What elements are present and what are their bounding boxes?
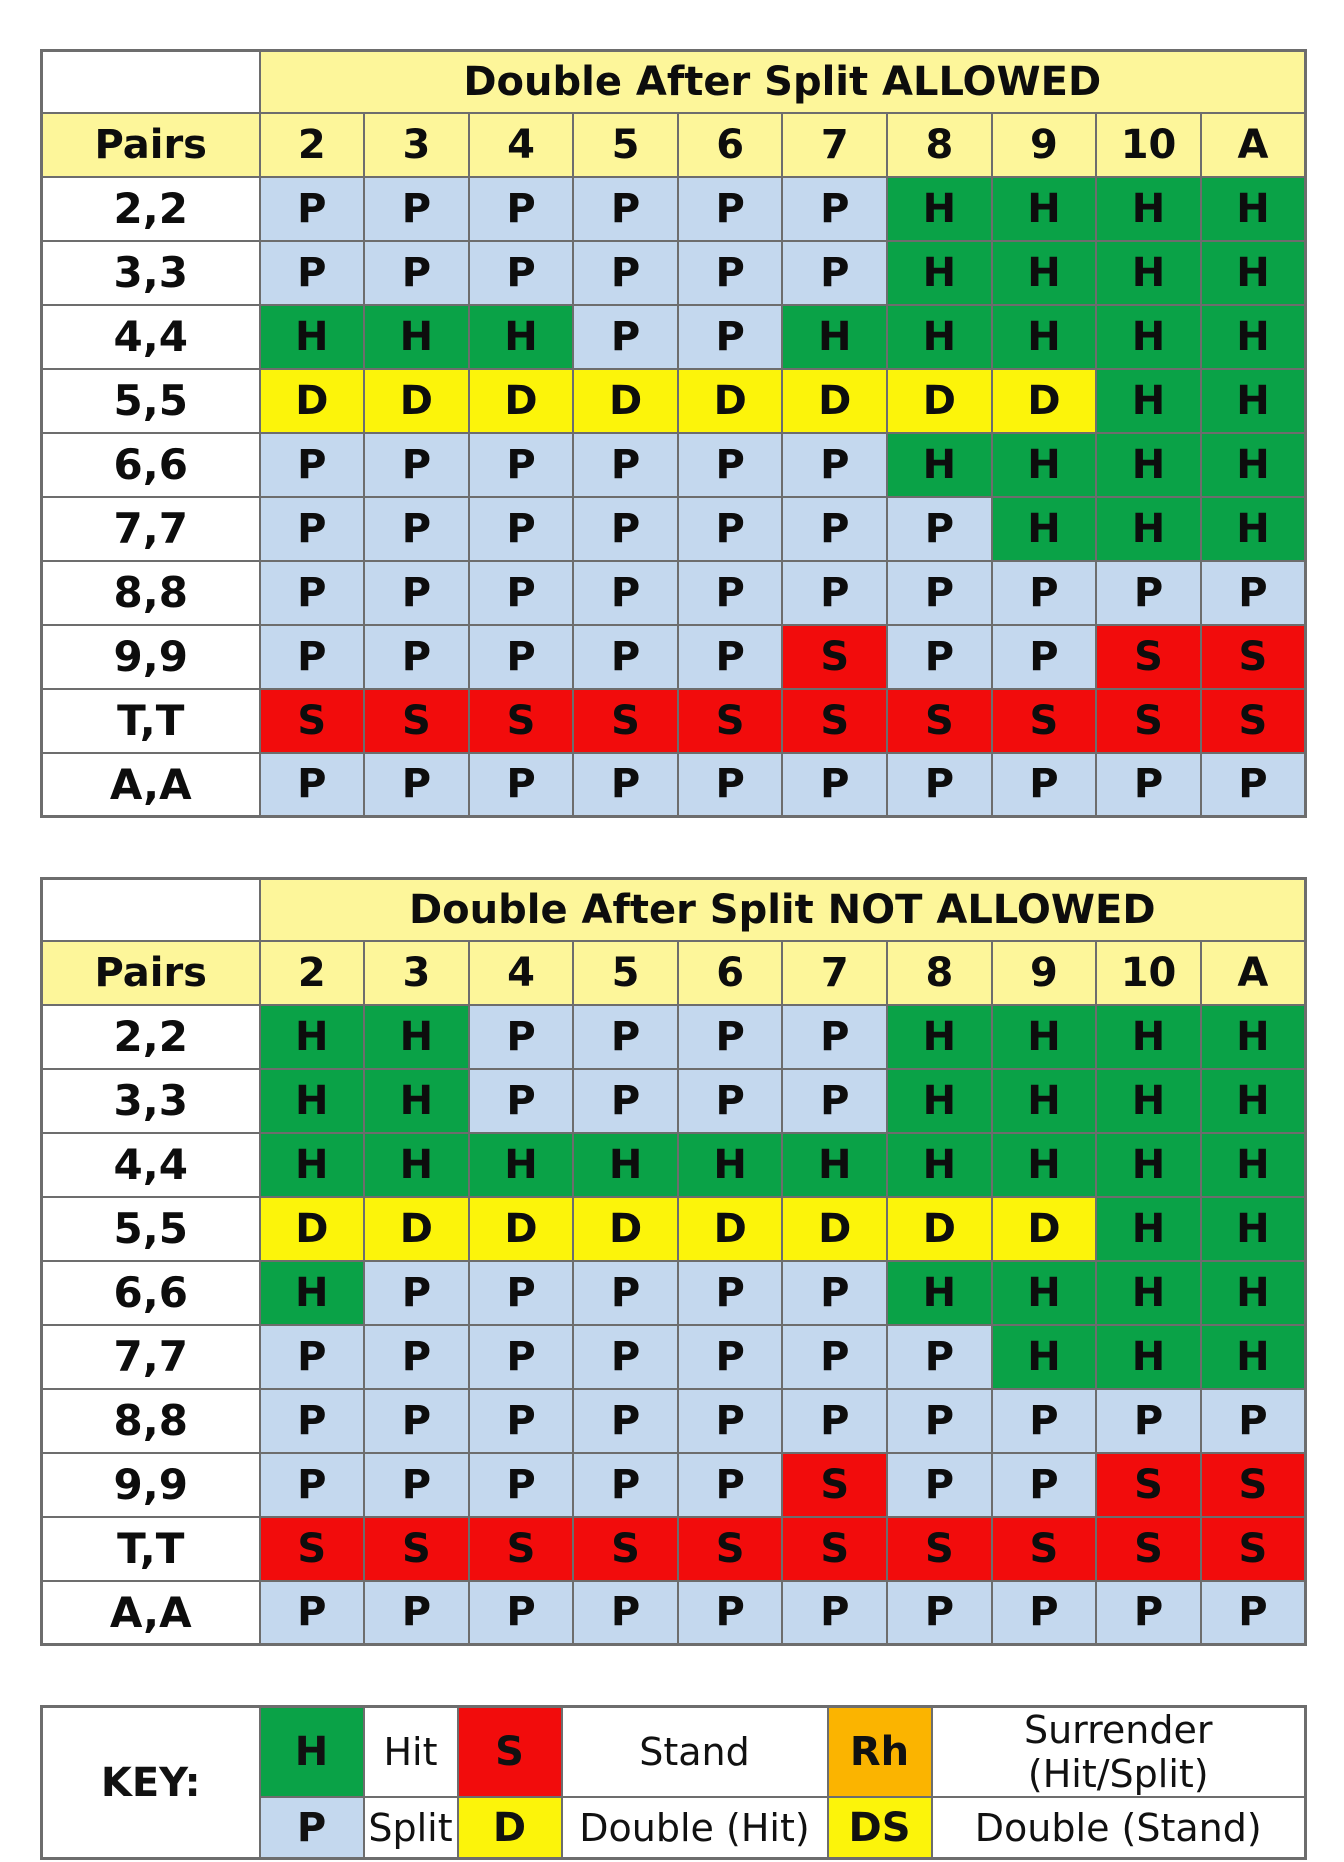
strategy-cell: P (1096, 1581, 1201, 1645)
pair-label: 5,5 (42, 369, 260, 433)
legend-text-split: Split (364, 1797, 458, 1859)
strategy-cell: P (678, 177, 783, 241)
strategy-cell: P (260, 1453, 365, 1517)
strategy-cell: D (469, 369, 574, 433)
strategy-cell: D (260, 369, 365, 433)
table-row (42, 1261, 1306, 1325)
strategy-cell: S (782, 1517, 887, 1581)
strategy-cell: P (260, 177, 365, 241)
dealer-upcard-header: A (1201, 113, 1306, 177)
dealer-upcard-header: 7 (782, 941, 887, 1005)
strategy-cell: H (1096, 1069, 1201, 1133)
strategy-cell: P (678, 1581, 783, 1645)
legend-swatch-split: P (260, 1797, 364, 1859)
strategy-cell: H (887, 241, 992, 305)
strategy-cell: H (1201, 177, 1306, 241)
strategy-cell: P (364, 1389, 469, 1453)
strategy-cell: P (364, 625, 469, 689)
strategy-cell: S (782, 1453, 887, 1517)
strategy-cell: P (573, 177, 678, 241)
strategy-cell: H (992, 497, 1097, 561)
table-row (42, 497, 1306, 561)
strategy-cell: H (1201, 433, 1306, 497)
strategy-cell: P (887, 1325, 992, 1389)
strategy-cell: H (887, 305, 992, 369)
strategy-cell: P (260, 1325, 365, 1389)
strategy-cell: P (573, 1005, 678, 1069)
strategy-cell: H (992, 433, 1097, 497)
table-row (42, 1325, 1306, 1389)
strategy-cell: S (782, 689, 887, 753)
strategy-cell: D (573, 369, 678, 433)
strategy-cell: H (469, 1133, 574, 1197)
strategy-cell: D (887, 369, 992, 433)
corner-cell (42, 879, 260, 941)
strategy-cell: D (364, 1197, 469, 1261)
strategy-cell: P (573, 497, 678, 561)
strategy-cell: D (887, 1197, 992, 1261)
strategy-cell: H (992, 1069, 1097, 1133)
strategy-cell: P (469, 1069, 574, 1133)
strategy-cell: S (260, 1517, 365, 1581)
strategy-cell: P (364, 177, 469, 241)
strategy-cell: P (573, 1325, 678, 1389)
strategy-cell: P (992, 625, 1097, 689)
strategy-cell: S (260, 689, 365, 753)
pairs-header: Pairs (42, 113, 260, 177)
pair-label: 5,5 (42, 1197, 260, 1261)
strategy-cell: S (1096, 689, 1201, 753)
strategy-cell: P (1096, 1389, 1201, 1453)
strategy-cell: H (992, 305, 1097, 369)
legend-swatch-hit: H (260, 1707, 364, 1798)
pair-label: 2,2 (42, 177, 260, 241)
strategy-cell: H (1096, 241, 1201, 305)
strategy-cell: H (1096, 369, 1201, 433)
pair-label: 6,6 (42, 433, 260, 497)
legend-swatch-surrender: Rh (828, 1707, 932, 1798)
strategy-cell: H (1096, 1261, 1201, 1325)
strategy-cell: D (992, 1197, 1097, 1261)
strategy-cell: P (678, 625, 783, 689)
dealer-upcard-header: 2 (260, 941, 365, 1005)
strategy-cell: H (782, 1133, 887, 1197)
strategy-cell: P (364, 1581, 469, 1645)
dealer-upcard-header: 3 (364, 113, 469, 177)
strategy-cell: H (992, 177, 1097, 241)
strategy-cell: S (782, 625, 887, 689)
table-row (42, 1133, 1306, 1197)
dealer-upcard-header: 8 (887, 113, 992, 177)
pair-label: 7,7 (42, 497, 260, 561)
strategy-cell: P (678, 1069, 783, 1133)
corner-cell (42, 51, 260, 113)
strategy-cell: P (260, 433, 365, 497)
strategy-cell: P (469, 433, 574, 497)
pair-label: 8,8 (42, 561, 260, 625)
strategy-cell: D (782, 1197, 887, 1261)
strategy-cell: P (573, 305, 678, 369)
strategy-cell: P (782, 753, 887, 817)
strategy-cell: P (782, 1325, 887, 1389)
strategy-cell: P (573, 241, 678, 305)
strategy-cell: P (469, 1389, 574, 1453)
legend-text-double-stand: Double (Stand) (932, 1797, 1306, 1859)
strategy-cell: S (469, 689, 574, 753)
dealer-upcard-header: 9 (992, 941, 1097, 1005)
dealer-upcard-header: 6 (678, 941, 783, 1005)
legend-swatch-double-hit: D (458, 1797, 562, 1859)
strategy-cell: P (782, 497, 887, 561)
strategy-cell: S (573, 1517, 678, 1581)
strategy-cell: P (887, 1453, 992, 1517)
strategy-cell: P (469, 561, 574, 625)
legend-key-table (40, 1705, 1307, 1860)
strategy-cell: H (1201, 1005, 1306, 1069)
legend-title: KEY: (42, 1707, 260, 1859)
strategy-cell: H (992, 1005, 1097, 1069)
legend-text-stand: Stand (562, 1707, 828, 1798)
strategy-cell: P (1201, 753, 1306, 817)
header-row (42, 941, 1306, 1005)
dealer-upcard-header: 6 (678, 113, 783, 177)
strategy-table-body (42, 51, 1306, 817)
strategy-cell: P (469, 1325, 574, 1389)
strategy-cell: H (992, 241, 1097, 305)
strategy-cell: H (1201, 1133, 1306, 1197)
strategy-cell: P (992, 1389, 1097, 1453)
pair-label: 3,3 (42, 1069, 260, 1133)
strategy-cell: P (992, 1581, 1097, 1645)
strategy-cell: P (678, 753, 783, 817)
strategy-cell: P (573, 1261, 678, 1325)
strategy-cell: H (1096, 433, 1201, 497)
strategy-cell: P (260, 561, 365, 625)
strategy-cell: D (364, 369, 469, 433)
strategy-cell: H (260, 305, 365, 369)
pair-label: 6,6 (42, 1261, 260, 1325)
dealer-upcard-header: 10 (1096, 113, 1201, 177)
table-row (42, 1517, 1306, 1581)
strategy-cell: P (887, 1581, 992, 1645)
strategy-cell: H (260, 1005, 365, 1069)
strategy-cell: P (782, 1005, 887, 1069)
strategy-cell: P (469, 1261, 574, 1325)
strategy-cell: H (1096, 177, 1201, 241)
strategy-table-body (42, 879, 1306, 1645)
strategy-cell: P (469, 753, 574, 817)
strategy-cell: P (573, 753, 678, 817)
strategy-cell: S (469, 1517, 574, 1581)
dealer-upcard-header: 4 (469, 113, 574, 177)
strategy-cell: H (1096, 1325, 1201, 1389)
dealer-upcard-header: 8 (887, 941, 992, 1005)
strategy-cell: P (678, 1453, 783, 1517)
strategy-cell: H (992, 1325, 1097, 1389)
strategy-cell: P (678, 1261, 783, 1325)
strategy-cell: P (678, 1389, 783, 1453)
strategy-cell: P (260, 1389, 365, 1453)
strategy-cell: H (992, 1133, 1097, 1197)
strategy-cell: H (364, 1133, 469, 1197)
table-row (42, 1453, 1306, 1517)
strategy-cell: P (573, 433, 678, 497)
strategy-cell: P (782, 1581, 887, 1645)
strategy-cell: P (364, 1261, 469, 1325)
strategy-cell: P (469, 1005, 574, 1069)
strategy-cell: H (1096, 1197, 1201, 1261)
strategy-cell: P (469, 241, 574, 305)
strategy-cell: P (782, 433, 887, 497)
strategy-cell: P (1096, 753, 1201, 817)
pair-label: T,T (42, 1517, 260, 1581)
strategy-cell: P (260, 1581, 365, 1645)
strategy-cell: P (364, 497, 469, 561)
strategy-cell: S (887, 1517, 992, 1581)
dealer-upcard-header: 4 (469, 941, 574, 1005)
table-row (42, 1581, 1306, 1645)
strategy-cell: P (364, 1325, 469, 1389)
strategy-cell: P (782, 1261, 887, 1325)
strategy-cell: H (887, 1133, 992, 1197)
strategy-cell: P (887, 561, 992, 625)
legend-text-double-hit: Double (Hit) (562, 1797, 828, 1859)
strategy-cell: H (1201, 369, 1306, 433)
strategy-cell: H (678, 1133, 783, 1197)
strategy-cell: H (1201, 1325, 1306, 1389)
strategy-cell: H (887, 1005, 992, 1069)
strategy-cell: H (887, 1261, 992, 1325)
strategy-cell: P (364, 241, 469, 305)
strategy-cell: H (1096, 305, 1201, 369)
strategy-cell: D (573, 1197, 678, 1261)
strategy-cell: D (260, 1197, 365, 1261)
strategy-cell: S (1096, 625, 1201, 689)
strategy-cell: P (678, 497, 783, 561)
strategy-cell: H (1201, 1197, 1306, 1261)
strategy-cell: H (1201, 1261, 1306, 1325)
legend-row (42, 1707, 1306, 1798)
table-row (42, 1005, 1306, 1069)
table-row (42, 177, 1306, 241)
strategy-cell: H (1096, 497, 1201, 561)
strategy-cell: H (364, 305, 469, 369)
strategy-cell: S (364, 1517, 469, 1581)
strategy-cell: H (1096, 1133, 1201, 1197)
strategy-cell: H (364, 1005, 469, 1069)
strategy-cell: P (469, 1453, 574, 1517)
strategy-cell: P (573, 561, 678, 625)
strategy-cell: P (678, 241, 783, 305)
strategy-cell: P (469, 497, 574, 561)
strategy-cell: H (1201, 241, 1306, 305)
strategy-cell: S (678, 689, 783, 753)
strategy-cell: P (364, 561, 469, 625)
strategy-cell: P (887, 753, 992, 817)
table-row (42, 305, 1306, 369)
strategy-cell: P (1201, 1581, 1306, 1645)
strategy-cell: P (469, 177, 574, 241)
strategy-cell: P (678, 305, 783, 369)
strategy-cell: H (1201, 497, 1306, 561)
table-row (42, 689, 1306, 753)
strategy-cell: P (992, 561, 1097, 625)
strategy-cell: P (260, 625, 365, 689)
strategy-cell: P (573, 1581, 678, 1645)
strategy-cell: P (364, 1453, 469, 1517)
strategy-cell: P (1201, 1389, 1306, 1453)
pair-label: 8,8 (42, 1389, 260, 1453)
title-row (42, 51, 1306, 113)
table-row (42, 433, 1306, 497)
dealer-upcard-header: 5 (573, 941, 678, 1005)
strategy-cell: P (887, 625, 992, 689)
strategy-cell: P (992, 753, 1097, 817)
strategy-cell: S (678, 1517, 783, 1581)
strategy-cell: S (1201, 1453, 1306, 1517)
pair-label: 2,2 (42, 1005, 260, 1069)
strategy-cell: S (1201, 625, 1306, 689)
strategy-cell: P (887, 497, 992, 561)
strategy-cell: S (1201, 1517, 1306, 1581)
strategy-cell: P (469, 625, 574, 689)
strategy-cell: P (782, 1069, 887, 1133)
strategy-cell: D (782, 369, 887, 433)
strategy-cell: H (887, 1069, 992, 1133)
strategy-cell: P (469, 1581, 574, 1645)
pair-label: T,T (42, 689, 260, 753)
strategy-cell: H (260, 1069, 365, 1133)
strategy-cell: P (573, 1069, 678, 1133)
dealer-upcard-header: 2 (260, 113, 365, 177)
strategy-cell: P (260, 753, 365, 817)
legend-text-hit: Hit (364, 1707, 458, 1798)
strategy-cell: S (992, 689, 1097, 753)
strategy-cell: S (573, 689, 678, 753)
pair-label: 9,9 (42, 625, 260, 689)
strategy-cell: S (1096, 1453, 1201, 1517)
strategy-cell: D (469, 1197, 574, 1261)
table-row (42, 369, 1306, 433)
table-row (42, 1389, 1306, 1453)
strategy-cell: H (1096, 1005, 1201, 1069)
strategy-cell: P (782, 1389, 887, 1453)
strategy-cell: H (364, 1069, 469, 1133)
strategy-cell: P (260, 241, 365, 305)
dealer-upcard-header: 9 (992, 113, 1097, 177)
strategy-cell: P (364, 433, 469, 497)
strategy-cell: S (1201, 689, 1306, 753)
strategy-cell: H (260, 1133, 365, 1197)
pair-label: 4,4 (42, 305, 260, 369)
table-row (42, 1197, 1306, 1261)
strategy-cell: D (992, 369, 1097, 433)
strategy-cell: S (1096, 1517, 1201, 1581)
strategy-cell: D (678, 1197, 783, 1261)
table-row (42, 1069, 1306, 1133)
strategy-cell: P (887, 1389, 992, 1453)
pair-label: 3,3 (42, 241, 260, 305)
title-row (42, 879, 1306, 941)
strategy-cell: P (678, 1005, 783, 1069)
strategy-cell: P (782, 177, 887, 241)
pair-label: 9,9 (42, 1453, 260, 1517)
pairs-header: Pairs (42, 941, 260, 1005)
dealer-upcard-header: 5 (573, 113, 678, 177)
table-row (42, 241, 1306, 305)
strategy-cell: H (573, 1133, 678, 1197)
strategy-cell: H (1201, 1069, 1306, 1133)
strategy-cell: P (782, 241, 887, 305)
strategy-cell: P (678, 561, 783, 625)
strategy-cell: P (678, 433, 783, 497)
strategy-cell: P (364, 753, 469, 817)
strategy-cell: P (782, 561, 887, 625)
table-row (42, 753, 1306, 817)
table-row (42, 561, 1306, 625)
pair-label: A,A (42, 1581, 260, 1645)
dealer-upcard-header: 10 (1096, 941, 1201, 1005)
strategy-cell: H (469, 305, 574, 369)
strategy-cell: H (1201, 305, 1306, 369)
strategy-cell: P (573, 1453, 678, 1517)
strategy-table-das-allowed (40, 49, 1307, 818)
header-row (42, 113, 1306, 177)
legend-swatch-double-stand: DS (828, 1797, 932, 1859)
legend-text-surrender: Surrender (Hit/Split) (932, 1707, 1306, 1798)
pair-label: A,A (42, 753, 260, 817)
strategy-cell: P (260, 497, 365, 561)
table-row (42, 625, 1306, 689)
table-title: Double After Split ALLOWED (260, 51, 1306, 113)
strategy-cell: P (1201, 561, 1306, 625)
dealer-upcard-header: 7 (782, 113, 887, 177)
pair-label: 7,7 (42, 1325, 260, 1389)
pair-label: 4,4 (42, 1133, 260, 1197)
strategy-cell: P (573, 1389, 678, 1453)
strategy-cell: P (573, 625, 678, 689)
strategy-cell: H (992, 1261, 1097, 1325)
strategy-cell: H (260, 1261, 365, 1325)
strategy-cell: S (887, 689, 992, 753)
strategy-cell: H (782, 305, 887, 369)
strategy-cell: P (678, 1325, 783, 1389)
strategy-cell: P (1096, 561, 1201, 625)
table-title: Double After Split NOT ALLOWED (260, 879, 1306, 941)
strategy-table-das-not-allowed (40, 877, 1307, 1646)
strategy-cell: S (364, 689, 469, 753)
strategy-cell: H (887, 433, 992, 497)
strategy-cell: P (992, 1453, 1097, 1517)
strategy-cell: D (678, 369, 783, 433)
legend-swatch-stand: S (458, 1707, 562, 1798)
dealer-upcard-header: A (1201, 941, 1306, 1005)
strategy-cell: S (992, 1517, 1097, 1581)
strategy-cell: H (887, 177, 992, 241)
dealer-upcard-header: 3 (364, 941, 469, 1005)
